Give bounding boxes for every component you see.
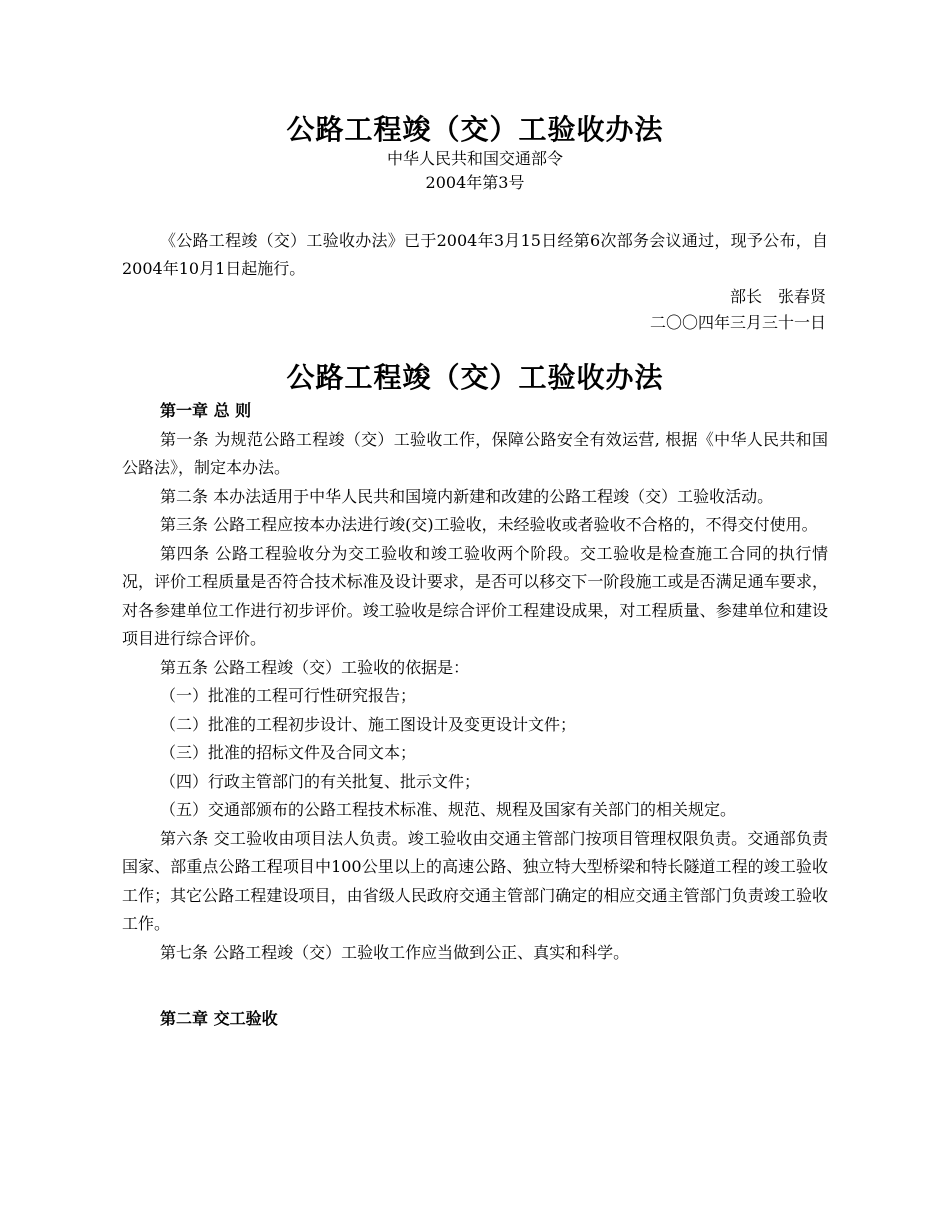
article-7: 第七条 公路工程竣（交）工验收工作应当做到公正、真实和科学。	[160, 942, 630, 962]
chapter-heading-2: 第二章 交工验收	[160, 1009, 278, 1028]
intro-paragraph: 《公路工程竣（交）工验收办法》已于2004年3月15日经第6次部务会议通过，现予公布，自2004年10月1日起施行。	[122, 231, 828, 278]
article-5-item: （一）批准的工程可行性研究报告；	[160, 686, 417, 705]
article-5-item: （三）批准的招标文件及合同文本；	[160, 743, 417, 762]
intro-paragraph-block	[122, 227, 828, 283]
signature-date: 二〇〇四年三月三十一日	[649, 313, 826, 332]
section-gap	[122, 967, 828, 1005]
chapter-heading-1: 第一章 总 则	[160, 401, 252, 420]
document-title: 公路工程竣（交）工验收办法	[286, 361, 664, 394]
order-number: 2004年第3号	[425, 173, 525, 192]
signature-line: 部长 张春贤	[729, 287, 826, 306]
issuer-line: 中华人民共和国交通部令	[386, 149, 563, 168]
article-5-item: （四）行政主管部门的有关批复、批示文件；	[160, 771, 481, 791]
article-5: 第五条 公路工程竣（交）工验收的依据是：	[160, 657, 470, 677]
document-body	[122, 397, 828, 1034]
article-3: 第三条 公路工程应按本办法进行竣(交)工验收，未经验收或者验收不合格的，不得交付使用。	[160, 515, 818, 534]
article-6: 第六条 交工验收由项目法人负责。竣工验收由交通主管部门按项目管理权限负责。交通部负责国家、部重点公路工程项目中100公里以上的高速公路、独立特大型桥梁和特长隧道工程的竣工验收工作；其它公路工程建设项目，由省级人民政府交通主管部门确定的相应交通主管部门负责竣工验收工作。	[122, 828, 828, 933]
order-title: 公路工程竣（交）工验收办法	[286, 113, 664, 146]
article-2: 第二条 本办法适用于中华人民共和国境内新建和改建的公路工程竣（交）工验收活动。	[160, 486, 774, 506]
article-5-item: （五）交通部颁布的公路工程技术标准、规范、规程及国家有关部门的相关规定。	[160, 800, 737, 819]
article-1: 第一条 为规范公路工程竣（交）工验收工作，保障公路安全有效运营, 根据《中华人民共和国公路法》，制定本办法。	[122, 429, 828, 477]
article-5-item: （二）批准的工程初步设计、施工图设计及变更设计文件；	[160, 714, 577, 734]
article-4: 第四条 公路工程验收分为交工验收和竣工验收两个阶段。交工验收是检查施工合同的执行情况，评价工程质量是否符合技术标准及设计要求，是否可以移交下一阶段施工或是否满足通车要求，对各参建单位工作进行初步评价。竣工验收是综合评价工程建设成果，对工程质量、参建单位和建设项目进行综合评价。	[122, 543, 828, 648]
